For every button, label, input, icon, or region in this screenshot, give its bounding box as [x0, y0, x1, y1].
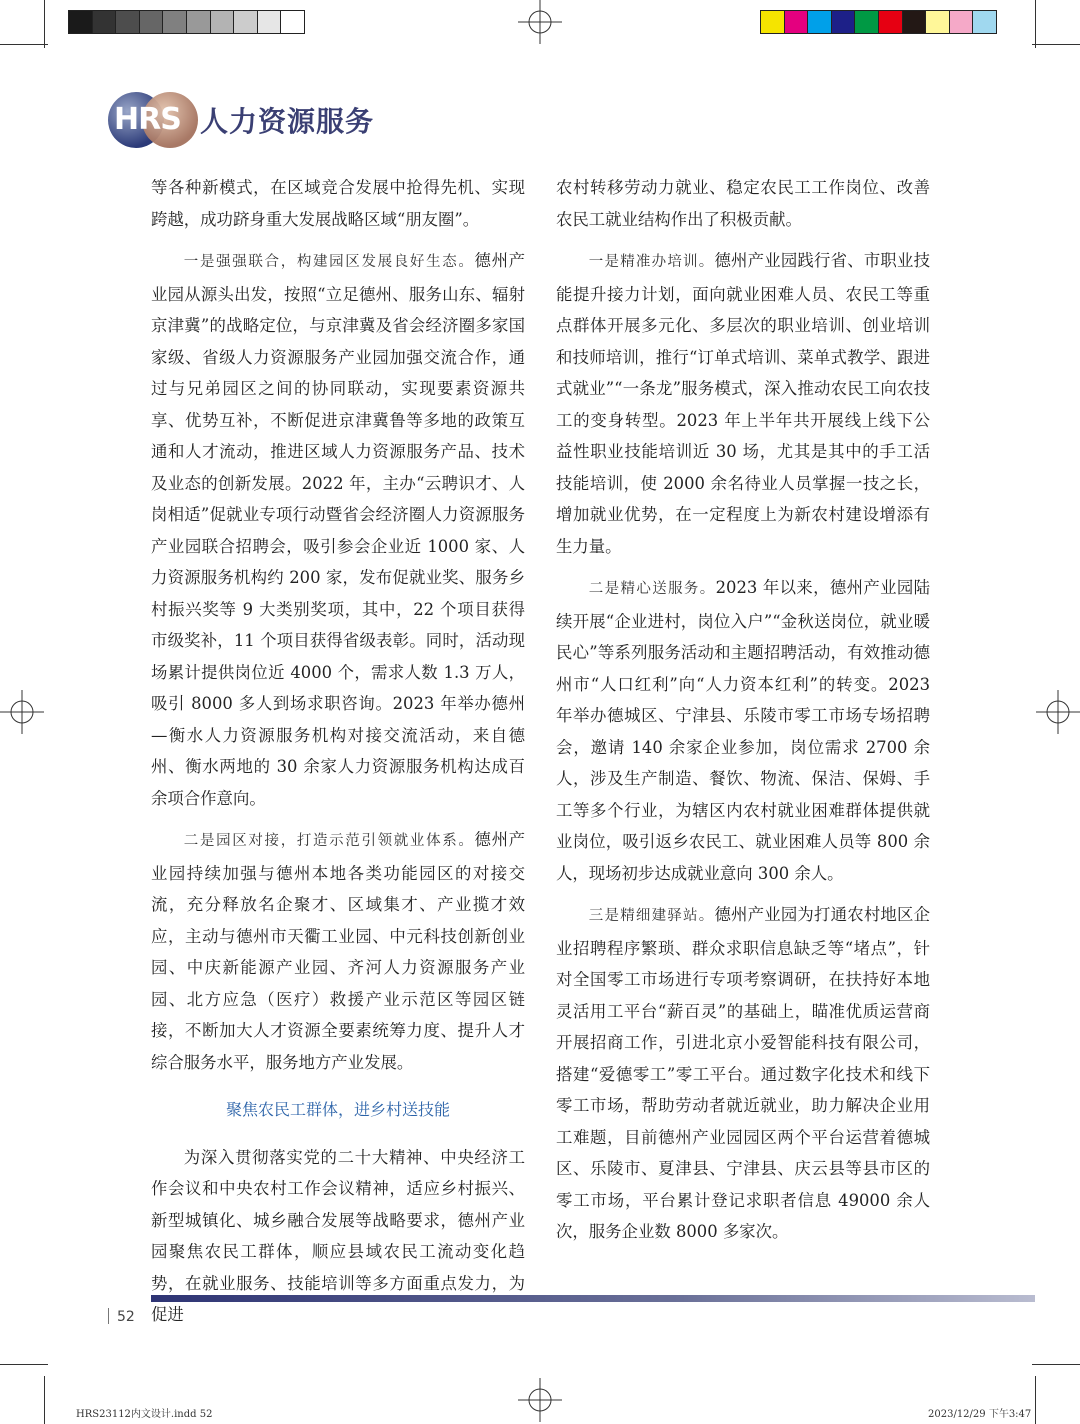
crop-mark [0, 44, 48, 45]
paragraph: 等各种新模式，在区域竞合发展中抢得先机、实现跨越，成功跻身重大发展战略区域“朋友圈”。 [151, 178, 525, 229]
color-swatch [116, 11, 140, 33]
color-swatch [879, 11, 903, 33]
color-swatch [281, 11, 304, 33]
color-swatch [926, 11, 950, 33]
paragraph [556, 899, 930, 1248]
paragraph-lead: 二是园区对接，打造示范引领就业体系。 [183, 833, 475, 849]
page-number: 52 [108, 1308, 135, 1325]
magazine-logo [108, 90, 374, 150]
print-slug-date: 2023/12/29 下午3:47 [928, 1409, 1032, 1420]
color-swatch [140, 11, 164, 33]
color-swatch [69, 11, 93, 33]
color-swatch [950, 11, 974, 33]
crop-mark [44, 0, 45, 48]
color-swatch [93, 11, 117, 33]
paragraph-body: 德州产业园持续加强与德州本地各类功能园区的对接交流，充分释放名企聚才、区域集才、产业揽才效应，主动与德州市天衢工业园、中元科技创新创业园、中庆新能源产业园、齐河人力资源服务产业园、北方应急（医疗）救援产业示范区等园区链接，不断加大人才资源全要素统筹力度、提升人才综合服务水平，服务地方产业发展。 [151, 830, 526, 1072]
registration-mark-icon [518, 1378, 562, 1422]
color-swatch [258, 11, 282, 33]
section-heading: 聚焦农民工群体，进乡村送技能 [225, 1100, 450, 1119]
color-swatch [163, 11, 187, 33]
paragraph: 为深入贯彻落实党的二十大精神、中央经济工作会议和中央农村工作会议精神，适应乡村振兴、新型城镇化、城乡融合发展等战略要求，德州产业园聚焦农民工群体，顺应县域农民工流动变化趋势，在就业服务、技能培训等多方面重点发力，为促进 [151, 1147, 525, 1324]
print-slug-file: HRS23112内文设计.indd 52 [76, 1409, 213, 1420]
paragraph-body: 德州产业园从源头出发，按照“立足德州、服务山东、辐射京津冀”的战略定位，与京津冀及省会经济圈多家国家级、省级人力资源服务产业园加强交流合作，通过与兄弟园区之间的协同联动，实现要素资源共享、优势互补，不断促进京津冀鲁等多地的政策互通和人才流动，推进区域人力资源服务产品、技术及业态的创新发展。2022 年，主办“云聘识才、人岗相适”促就业专项行动暨省会经济圈人力资源服务产业园联合招聘会，吸引参会企业近 1000 家、人力资源服务机构约 200 家，发布促就业奖、服务乡村振兴奖等 9 大类别奖项，其中，22 个项目获得市级奖补，11 个项目获得省级表彰。同时，活动现场累计提供岗位近 4000 个，需求人数 1.3 万人，吸引 8000 多人到场求职咨询。2023 年举办德州—衡水人力资源服务机构对接交流活动，来自德州、衡水两地的 30 余家人力资源服务机构达成百余项合作意向。 [151, 251, 526, 808]
paragraph-lead: 一是强强联合，构建园区发展良好生态。 [183, 254, 475, 270]
registration-mark-icon [0, 690, 44, 734]
color-swatch [234, 11, 258, 33]
color-swatch [211, 11, 235, 33]
crop-mark [1032, 1364, 1080, 1365]
color-swatch-bar [760, 10, 997, 34]
paragraph-body: 2023 年以来，德州产业园陆续开展“企业进村，岗位入户”“金秋送岗位，就业暖民心”等系列服务活动和主题招聘活动，有效推动德州市“人口红利”向“人力资本红利”的转变。2023 年举办德城区、宁津县、乐陵市零工市场专场招聘会，邀请 140 余家企业参加，岗位需求 2700 余人，涉及生产制造、餐饮、物流、保洁、保姆、手工等多个行业，为辖区内农村就业困难群体提供就业岗位，吸引返乡农民工、就业困难人员等 800 余人，现场初步达成就业意向 300 余人。 [556, 578, 930, 883]
right-column [556, 172, 930, 1258]
color-swatch [187, 11, 211, 33]
color-swatch [832, 11, 856, 33]
paragraph: 农村转移劳动力就业、稳定农民工工作岗位、改善农民工就业结构作出了积极贡献。 [556, 178, 930, 229]
paragraph-lead: 一是精准办培训。 [588, 254, 715, 270]
color-swatch [903, 11, 927, 33]
registration-mark-icon [518, 0, 562, 44]
registration-mark-icon [1036, 690, 1080, 734]
crop-mark [0, 1364, 48, 1365]
crop-mark [1032, 44, 1080, 45]
paragraph-lead: 二是精心送服务。 [588, 581, 716, 597]
paragraph-body: 德州产业园践行省、市职业技能提升接力计划，面向就业困难人员、农民工等重点群体开展多元化、多层次的职业培训、创业培训和技师培训，推行“订单式培训、菜单式教学、跟进式就业”“一条龙”服务模式，深入推动农民工向农技工的变身转型。2023 年上半年共开展线上线下公益性职业技能培训近 30 场，尤其是其中的手工活技能培训，使 2000 余名待业人员掌握一技之长，增加就业优势，在一定程度上为新农村建设增添有生力量。 [556, 251, 931, 556]
grey-swatch-bar [68, 10, 305, 34]
logo-title: 人力资源服务 [200, 105, 375, 138]
paragraph [151, 245, 525, 814]
logo-mark: HRS [114, 102, 181, 137]
left-column [151, 172, 525, 1341]
paragraph [151, 824, 525, 1078]
crop-mark [44, 1376, 45, 1424]
paragraph [556, 245, 930, 562]
footer-rule [151, 1295, 1035, 1302]
paragraph-lead: 三是精细建驿站。 [588, 908, 715, 924]
logo-badge-icon [108, 90, 200, 150]
crop-mark [1035, 1376, 1036, 1424]
color-swatch [761, 11, 785, 33]
color-swatch [855, 11, 879, 33]
color-swatch [785, 11, 809, 33]
color-swatch [808, 11, 832, 33]
paragraph-body: 德州产业园为打通农村地区企业招聘程序繁琐、群众求职信息缺乏等“堵点”，针对全国零工市场进行专项考察调研，在扶持好本地灵活用工平台“薪百灵”的基础上，瞄准优质运营商开展招商工作，引进北京小爱智能科技有限公司，搭建“爱德零工”零工平台。通过数字化技术和线下零工市场，帮助劳动者就近就业，助力解决企业用工难题，目前德州产业园园区两个平台运营着德城区、乐陵市、夏津县、宁津县、庆云县等县市区的零工市场，平台累计登记求职者信息 49000 余人次，服务企业数 8000 多家次。 [556, 905, 931, 1241]
crop-mark [1035, 0, 1036, 48]
paragraph [556, 572, 930, 889]
color-swatch [973, 11, 996, 33]
